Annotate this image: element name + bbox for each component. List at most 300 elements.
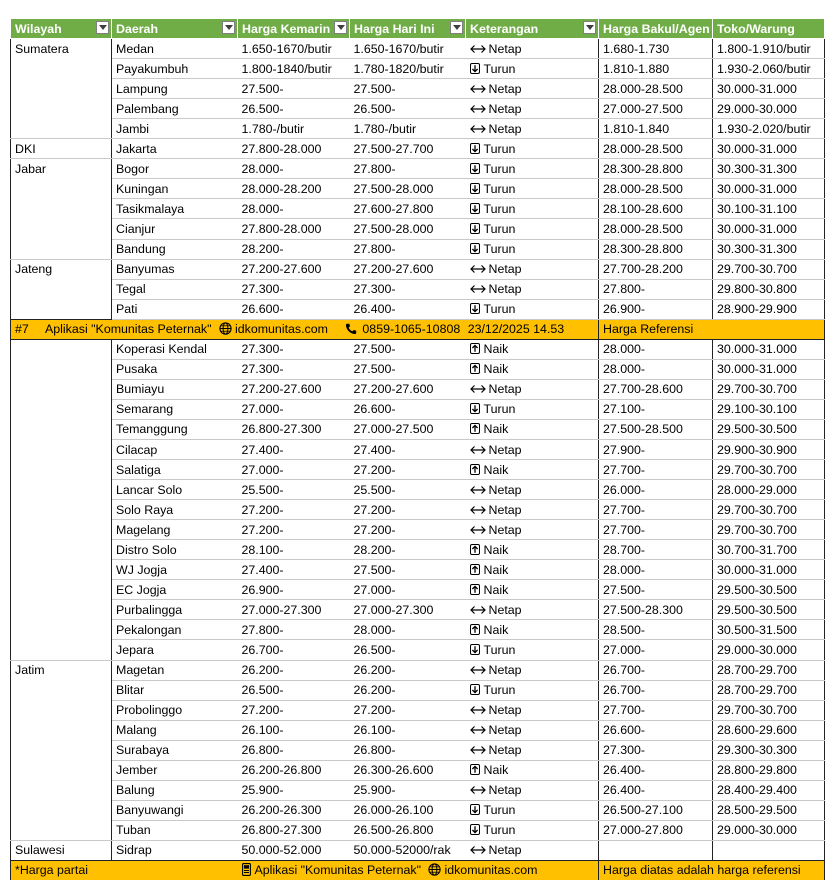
- price-yesterday-cell[interactable]: 26.800-: [238, 740, 350, 760]
- agent-price-cell[interactable]: 27.800-: [599, 279, 713, 299]
- region-cell[interactable]: [11, 279, 112, 299]
- agent-price-cell[interactable]: 28.000-: [599, 359, 713, 379]
- status-cell[interactable]: [466, 580, 599, 600]
- price-today-cell[interactable]: 27.300-: [350, 279, 466, 299]
- price-yesterday-cell[interactable]: 26.600-: [238, 299, 350, 319]
- price-today-cell[interactable]: 27.000-27.500: [350, 419, 466, 439]
- price-today-cell[interactable]: 27.200-: [350, 700, 466, 720]
- price-yesterday-cell[interactable]: 27.800-28.000: [238, 219, 350, 239]
- status-cell[interactable]: [466, 279, 599, 299]
- price-today-cell[interactable]: 26.500-: [350, 640, 466, 660]
- status-cell[interactable]: [466, 540, 599, 560]
- region-cell[interactable]: Jateng: [11, 259, 112, 279]
- area-cell[interactable]: Surabaya: [112, 740, 238, 760]
- filter-dropdown-icon[interactable]: [583, 21, 596, 34]
- region-cell[interactable]: [11, 359, 112, 379]
- region-cell[interactable]: [11, 119, 112, 139]
- status-cell[interactable]: [466, 219, 599, 239]
- region-cell[interactable]: [11, 820, 112, 840]
- price-today-cell[interactable]: 27.200-: [350, 500, 466, 520]
- shop-price-cell[interactable]: 29.300-30.300: [713, 740, 825, 760]
- status-cell[interactable]: [466, 600, 599, 620]
- status-cell[interactable]: [466, 299, 599, 319]
- price-yesterday-cell[interactable]: 26.800-27.300: [238, 419, 350, 439]
- shop-price-cell[interactable]: 28.700-29.700: [713, 660, 825, 680]
- area-cell[interactable]: Medan: [112, 39, 238, 59]
- price-today-cell[interactable]: 27.500-27.700: [350, 139, 466, 159]
- agent-price-cell[interactable]: 26.400-: [599, 780, 713, 800]
- region-cell[interactable]: [11, 379, 112, 399]
- price-yesterday-cell[interactable]: 27.200-: [238, 520, 350, 540]
- agent-price-cell[interactable]: 27.000-27.500: [599, 99, 713, 119]
- shop-price-cell[interactable]: 28.800-29.800: [713, 760, 825, 780]
- area-cell[interactable]: Purbalingga: [112, 600, 238, 620]
- price-today-cell[interactable]: 26.200-: [350, 680, 466, 700]
- area-cell[interactable]: Jakarta: [112, 139, 238, 159]
- area-cell[interactable]: Cianjur: [112, 219, 238, 239]
- shop-price-cell[interactable]: 1.800-1.910/butir: [713, 39, 825, 59]
- status-cell[interactable]: [466, 79, 599, 99]
- price-today-cell[interactable]: 25.500-: [350, 480, 466, 500]
- price-yesterday-cell[interactable]: 27.800-: [238, 620, 350, 640]
- agent-price-cell[interactable]: 26.600-: [599, 720, 713, 740]
- price-today-cell[interactable]: 26.200-: [350, 660, 466, 680]
- agent-price-cell[interactable]: 27.100-: [599, 399, 713, 419]
- status-cell[interactable]: [466, 800, 599, 820]
- price-today-cell[interactable]: 28.200-: [350, 540, 466, 560]
- price-today-cell[interactable]: 27.200-27.600: [350, 379, 466, 399]
- region-cell[interactable]: [11, 800, 112, 820]
- status-cell[interactable]: [466, 399, 599, 419]
- agent-price-cell[interactable]: 28.000-28.500: [599, 219, 713, 239]
- price-today-cell[interactable]: 27.200-: [350, 520, 466, 540]
- agent-price-cell[interactable]: [599, 840, 713, 860]
- status-cell[interactable]: [466, 119, 599, 139]
- area-cell[interactable]: Pusaka: [112, 359, 238, 379]
- area-cell[interactable]: Payakumbuh: [112, 59, 238, 79]
- status-cell[interactable]: [466, 339, 599, 359]
- price-today-cell[interactable]: 27.500-28.000: [350, 179, 466, 199]
- area-cell[interactable]: Solo Raya: [112, 500, 238, 520]
- agent-price-cell[interactable]: 28.000-: [599, 339, 713, 359]
- price-yesterday-cell[interactable]: 26.700-: [238, 640, 350, 660]
- agent-price-cell[interactable]: 27.300-: [599, 740, 713, 760]
- agent-price-cell[interactable]: 27.500-28.500: [599, 419, 713, 439]
- region-cell[interactable]: [11, 580, 112, 600]
- price-yesterday-cell[interactable]: 27.800-28.000: [238, 139, 350, 159]
- status-cell[interactable]: [466, 439, 599, 459]
- area-cell[interactable]: Banyumas: [112, 259, 238, 279]
- region-cell[interactable]: [11, 219, 112, 239]
- price-today-cell[interactable]: 26.500-: [350, 99, 466, 119]
- agent-price-cell[interactable]: 28.300-28.800: [599, 239, 713, 259]
- shop-price-cell[interactable]: 30.300-31.300: [713, 159, 825, 179]
- agent-price-cell[interactable]: 27.500-: [599, 580, 713, 600]
- status-cell[interactable]: [466, 159, 599, 179]
- price-yesterday-cell[interactable]: 26.200-26.800: [238, 760, 350, 780]
- status-cell[interactable]: [466, 139, 599, 159]
- area-cell[interactable]: Jepara: [112, 640, 238, 660]
- agent-price-cell[interactable]: 27.700-: [599, 500, 713, 520]
- area-cell[interactable]: Jember: [112, 760, 238, 780]
- agent-price-cell[interactable]: 27.700-28.200: [599, 259, 713, 279]
- price-today-cell[interactable]: 26.100-: [350, 720, 466, 740]
- agent-price-cell[interactable]: 1.810-1.840: [599, 119, 713, 139]
- shop-price-cell[interactable]: 29.000-30.000: [713, 640, 825, 660]
- area-cell[interactable]: Blitar: [112, 680, 238, 700]
- area-cell[interactable]: Bumiayu: [112, 379, 238, 399]
- agent-price-cell[interactable]: 27.500-28.300: [599, 600, 713, 620]
- status-cell[interactable]: [466, 480, 599, 500]
- status-cell[interactable]: [466, 179, 599, 199]
- region-cell[interactable]: [11, 239, 112, 259]
- area-cell[interactable]: Sidrap: [112, 840, 238, 860]
- agent-price-cell[interactable]: 27.700-: [599, 460, 713, 480]
- price-yesterday-cell[interactable]: 27.300-: [238, 359, 350, 379]
- area-cell[interactable]: Banyuwangi: [112, 800, 238, 820]
- price-yesterday-cell[interactable]: 28.100-: [238, 540, 350, 560]
- steady-arrows-icon: [470, 845, 486, 855]
- price-yesterday-cell[interactable]: 28.000-28.200: [238, 179, 350, 199]
- status-cell[interactable]: [466, 239, 599, 259]
- price-yesterday-cell[interactable]: 27.000-27.300: [238, 600, 350, 620]
- price-today-cell[interactable]: 27.000-: [350, 580, 466, 600]
- price-yesterday-cell[interactable]: 1.800-1840/butir: [238, 59, 350, 79]
- shop-price-cell[interactable]: 29.700-30.700: [713, 520, 825, 540]
- price-today-cell[interactable]: 27.400-: [350, 439, 466, 459]
- region-cell[interactable]: [11, 720, 112, 740]
- price-yesterday-cell[interactable]: 27.200-: [238, 500, 350, 520]
- price-today-cell[interactable]: 25.900-: [350, 780, 466, 800]
- price-today-cell[interactable]: 27.600-27.800: [350, 199, 466, 219]
- price-today-cell[interactable]: 26.800-: [350, 740, 466, 760]
- area-cell[interactable]: Pati: [112, 299, 238, 319]
- shop-price-cell[interactable]: 30.000-31.000: [713, 359, 825, 379]
- price-yesterday-cell[interactable]: 27.200-27.600: [238, 259, 350, 279]
- region-cell[interactable]: [11, 179, 112, 199]
- price-yesterday-cell[interactable]: 25.900-: [238, 780, 350, 800]
- status-cell[interactable]: [466, 59, 599, 79]
- price-yesterday-cell[interactable]: 26.500-: [238, 680, 350, 700]
- agent-price-cell[interactable]: 28.700-: [599, 540, 713, 560]
- shop-price-cell[interactable]: 29.100-30.100: [713, 399, 825, 419]
- shop-price-cell[interactable]: 30.000-31.000: [713, 179, 825, 199]
- shop-price-cell[interactable]: 30.300-31.300: [713, 239, 825, 259]
- status-cell[interactable]: [466, 740, 599, 760]
- filter-dropdown-icon[interactable]: [334, 21, 347, 34]
- shop-price-cell[interactable]: [713, 840, 825, 860]
- status-label: Netap: [488, 602, 522, 617]
- shop-price-cell[interactable]: 29.900-30.900: [713, 439, 825, 459]
- agent-price-cell[interactable]: 27.700-: [599, 700, 713, 720]
- region-cell[interactable]: [11, 439, 112, 459]
- price-today-cell[interactable]: 27.800-: [350, 239, 466, 259]
- agent-price-cell[interactable]: 26.000-: [599, 480, 713, 500]
- price-today-cell[interactable]: 27.500-28.000: [350, 219, 466, 239]
- agent-price-cell[interactable]: 28.000-28.500: [599, 179, 713, 199]
- region-cell[interactable]: [11, 620, 112, 640]
- price-yesterday-cell[interactable]: 27.500-: [238, 79, 350, 99]
- shop-price-cell[interactable]: 29.000-30.000: [713, 99, 825, 119]
- status-cell[interactable]: [466, 259, 599, 279]
- price-yesterday-cell[interactable]: 1.780-/butir: [238, 119, 350, 139]
- status-cell[interactable]: [466, 780, 599, 800]
- region-cell[interactable]: DKI: [11, 139, 112, 159]
- region-cell[interactable]: [11, 480, 112, 500]
- status-cell[interactable]: [466, 660, 599, 680]
- area-cell[interactable]: Tegal: [112, 279, 238, 299]
- shop-price-cell[interactable]: 30.000-31.000: [713, 219, 825, 239]
- status-cell[interactable]: [466, 379, 599, 399]
- area-cell[interactable]: Bogor: [112, 159, 238, 179]
- filter-dropdown-icon[interactable]: [222, 21, 235, 34]
- price-today-cell[interactable]: 26.400-: [350, 299, 466, 319]
- agent-price-cell[interactable]: 27.000-27.800: [599, 820, 713, 840]
- agent-price-cell[interactable]: 27.900-: [599, 439, 713, 459]
- region-cell[interactable]: Jabar: [11, 159, 112, 179]
- agent-price-cell[interactable]: 28.100-28.600: [599, 199, 713, 219]
- region-cell[interactable]: [11, 740, 112, 760]
- shop-price-cell[interactable]: 29.800-30.800: [713, 279, 825, 299]
- status-cell[interactable]: [466, 359, 599, 379]
- region-cell[interactable]: Sumatera: [11, 39, 112, 59]
- region-cell[interactable]: [11, 640, 112, 660]
- status-cell[interactable]: [466, 39, 599, 59]
- shop-price-cell[interactable]: 29.500-30.500: [713, 580, 825, 600]
- shop-price-cell[interactable]: 29.700-30.700: [713, 700, 825, 720]
- col-header-toko-warung[interactable]: Toko/Warung: [713, 19, 825, 39]
- status-cell[interactable]: [466, 199, 599, 219]
- area-cell[interactable]: Salatiga: [112, 460, 238, 480]
- agent-price-cell[interactable]: 28.000-28.500: [599, 139, 713, 159]
- agent-price-cell[interactable]: 28.000-28.500: [599, 79, 713, 99]
- area-cell[interactable]: Koperasi Kendal: [112, 339, 238, 359]
- area-cell[interactable]: Cilacap: [112, 439, 238, 459]
- status-cell[interactable]: [466, 640, 599, 660]
- region-cell[interactable]: [11, 520, 112, 540]
- region-cell[interactable]: [11, 199, 112, 219]
- region-cell[interactable]: [11, 760, 112, 780]
- price-yesterday-cell[interactable]: 27.000-: [238, 460, 350, 480]
- region-cell[interactable]: [11, 419, 112, 439]
- area-cell[interactable]: Balung: [112, 780, 238, 800]
- price-yesterday-cell[interactable]: 27.400-: [238, 560, 350, 580]
- area-cell[interactable]: Probolinggo: [112, 700, 238, 720]
- down-arrow-icon: [470, 143, 480, 154]
- area-cell[interactable]: Malang: [112, 720, 238, 740]
- shop-price-cell[interactable]: 28.600-29.600: [713, 720, 825, 740]
- shop-price-cell[interactable]: 29.700-30.700: [713, 460, 825, 480]
- price-yesterday-cell[interactable]: 27.200-: [238, 700, 350, 720]
- agent-price-cell[interactable]: 27.700-28.600: [599, 379, 713, 399]
- region-cell[interactable]: Jatim: [11, 660, 112, 680]
- status-cell[interactable]: [466, 500, 599, 520]
- region-cell[interactable]: [11, 560, 112, 580]
- info-band-cell[interactable]: [11, 319, 599, 339]
- status-cell[interactable]: [466, 840, 599, 860]
- region-cell[interactable]: [11, 460, 112, 480]
- price-yesterday-cell[interactable]: 25.500-: [238, 480, 350, 500]
- shop-price-cell[interactable]: 29.700-30.700: [713, 500, 825, 520]
- status-cell[interactable]: [466, 700, 599, 720]
- price-today-cell[interactable]: 26.500-26.800: [350, 820, 466, 840]
- region-cell[interactable]: [11, 780, 112, 800]
- price-today-cell[interactable]: 1.780-1820/butir: [350, 59, 466, 79]
- shop-price-cell[interactable]: 28.500-29.500: [713, 800, 825, 820]
- region-cell[interactable]: [11, 59, 112, 79]
- area-cell[interactable]: Kuningan: [112, 179, 238, 199]
- price-today-cell[interactable]: 50.000-52000/rak: [350, 840, 466, 860]
- area-cell[interactable]: Jambi: [112, 119, 238, 139]
- region-cell[interactable]: Sulawesi: [11, 840, 112, 860]
- shop-price-cell[interactable]: 1.930-2.060/butir: [713, 59, 825, 79]
- area-cell[interactable]: Tasikmalaya: [112, 199, 238, 219]
- shop-price-cell[interactable]: 30.100-31.100: [713, 199, 825, 219]
- price-today-cell[interactable]: 27.500-: [350, 359, 466, 379]
- region-cell[interactable]: [11, 500, 112, 520]
- shop-price-cell[interactable]: 29.000-30.000: [713, 820, 825, 840]
- price-yesterday-cell[interactable]: 27.000-: [238, 399, 350, 419]
- price-yesterday-cell[interactable]: 26.200-26.300: [238, 800, 350, 820]
- area-cell[interactable]: Lancar Solo: [112, 480, 238, 500]
- col-header-wilayah[interactable]: Wilayah: [11, 19, 112, 39]
- price-yesterday-cell[interactable]: 1.650-1670/butir: [238, 39, 350, 59]
- price-today-cell[interactable]: 27.200-27.600: [350, 259, 466, 279]
- shop-price-cell[interactable]: 30.000-31.000: [713, 139, 825, 159]
- region-cell[interactable]: [11, 99, 112, 119]
- shop-price-cell[interactable]: 30.000-31.000: [713, 339, 825, 359]
- agent-price-cell[interactable]: 26.700-: [599, 680, 713, 700]
- price-yesterday-cell[interactable]: 28.200-: [238, 239, 350, 259]
- agent-price-cell[interactable]: 28.300-28.800: [599, 159, 713, 179]
- area-cell[interactable]: Palembang: [112, 99, 238, 119]
- agent-price-cell[interactable]: 26.900-: [599, 299, 713, 319]
- status-cell[interactable]: [466, 99, 599, 119]
- price-yesterday-cell[interactable]: 26.900-: [238, 580, 350, 600]
- price-yesterday-cell[interactable]: 28.000-: [238, 199, 350, 219]
- status-cell[interactable]: [466, 760, 599, 780]
- col-header-harga-bakul-agen[interactable]: Harga Bakul/Agen: [599, 19, 713, 39]
- agent-price-cell[interactable]: 27.000-: [599, 640, 713, 660]
- status-cell[interactable]: [466, 680, 599, 700]
- price-today-cell[interactable]: 27.000-27.300: [350, 600, 466, 620]
- status-cell[interactable]: [466, 560, 599, 580]
- status-cell[interactable]: [466, 820, 599, 840]
- agent-price-cell[interactable]: 28.500-: [599, 620, 713, 640]
- price-yesterday-cell[interactable]: 26.500-: [238, 99, 350, 119]
- col-header-harga-hari-ini[interactable]: Harga Hari Ini: [350, 19, 466, 39]
- col-header-daerah[interactable]: Daerah: [112, 19, 238, 39]
- agent-price-cell[interactable]: 26.700-: [599, 660, 713, 680]
- shop-price-cell[interactable]: 30.500-31.500: [713, 620, 825, 640]
- status-cell[interactable]: [466, 620, 599, 640]
- price-yesterday-cell[interactable]: 50.000-52.000: [238, 840, 350, 860]
- col-header-keterangan[interactable]: Keterangan: [466, 19, 599, 39]
- price-today-cell[interactable]: 27.500-: [350, 560, 466, 580]
- shop-price-cell[interactable]: 28.000-29.000: [713, 480, 825, 500]
- table-row: [11, 460, 825, 480]
- price-today-cell[interactable]: 27.500-: [350, 79, 466, 99]
- shop-price-cell[interactable]: 29.500-30.500: [713, 600, 825, 620]
- price-yesterday-cell[interactable]: 28.000-: [238, 159, 350, 179]
- filter-dropdown-icon[interactable]: [450, 21, 463, 34]
- price-today-cell[interactable]: 27.800-: [350, 159, 466, 179]
- shop-price-cell[interactable]: 29.500-30.500: [713, 419, 825, 439]
- area-cell[interactable]: Distro Solo: [112, 540, 238, 560]
- shop-price-cell[interactable]: 28.700-29.700: [713, 680, 825, 700]
- price-today-cell[interactable]: 1.780-/butir: [350, 119, 466, 139]
- price-yesterday-cell[interactable]: 26.100-: [238, 720, 350, 740]
- price-today-cell[interactable]: 28.000-: [350, 620, 466, 640]
- agent-price-cell[interactable]: 1.680-1.730: [599, 39, 713, 59]
- shop-price-cell[interactable]: 28.900-29.900: [713, 299, 825, 319]
- area-cell[interactable]: Semarang: [112, 399, 238, 419]
- shop-price-cell[interactable]: 30.000-31.000: [713, 79, 825, 99]
- price-today-cell[interactable]: 26.600-: [350, 399, 466, 419]
- area-cell[interactable]: Magelang: [112, 520, 238, 540]
- region-cell[interactable]: [11, 540, 112, 560]
- area-cell[interactable]: Temanggung: [112, 419, 238, 439]
- price-yesterday-cell[interactable]: 27.200-27.600: [238, 379, 350, 399]
- price-yesterday-cell[interactable]: 26.200-: [238, 660, 350, 680]
- price-today-cell[interactable]: 1.650-1670/butir: [350, 39, 466, 59]
- area-cell[interactable]: Pekalongan: [112, 620, 238, 640]
- status-cell[interactable]: [466, 460, 599, 480]
- price-today-cell[interactable]: 26.300-26.600: [350, 760, 466, 780]
- region-cell[interactable]: [11, 680, 112, 700]
- agent-price-cell[interactable]: 28.000-: [599, 560, 713, 580]
- region-cell[interactable]: [11, 299, 112, 319]
- price-today-cell[interactable]: 27.500-: [350, 339, 466, 359]
- area-cell[interactable]: Lampung: [112, 79, 238, 99]
- footer-app-cell[interactable]: [238, 860, 599, 880]
- status-cell[interactable]: [466, 419, 599, 439]
- price-yesterday-cell[interactable]: 27.300-: [238, 279, 350, 299]
- region-cell[interactable]: [11, 399, 112, 419]
- price-yesterday-cell[interactable]: 27.400-: [238, 439, 350, 459]
- area-cell[interactable]: WJ Jogja: [112, 560, 238, 580]
- col-header-harga-kemarin[interactable]: Harga Kemarin: [238, 19, 350, 39]
- area-cell[interactable]: EC Jogja: [112, 580, 238, 600]
- table-row: [11, 419, 825, 439]
- price-yesterday-cell[interactable]: 27.300-: [238, 339, 350, 359]
- price-today-cell[interactable]: 26.000-26.100: [350, 800, 466, 820]
- status-cell[interactable]: [466, 720, 599, 740]
- area-cell[interactable]: Magetan: [112, 660, 238, 680]
- shop-price-cell[interactable]: 30.700-31.700: [713, 540, 825, 560]
- region-cell[interactable]: [11, 600, 112, 620]
- region-cell[interactable]: [11, 79, 112, 99]
- region-cell[interactable]: [11, 700, 112, 720]
- agent-price-cell[interactable]: 26.500-27.100: [599, 800, 713, 820]
- region-cell[interactable]: [11, 339, 112, 359]
- agent-price-cell[interactable]: 1.810-1.880: [599, 59, 713, 79]
- area-cell[interactable]: Bandung: [112, 239, 238, 259]
- filter-dropdown-icon[interactable]: [96, 21, 109, 34]
- shop-price-cell[interactable]: 29.700-30.700: [713, 259, 825, 279]
- agent-price-cell[interactable]: 27.700-: [599, 520, 713, 540]
- shop-price-cell[interactable]: 29.700-30.700: [713, 379, 825, 399]
- price-yesterday-cell[interactable]: 26.800-27.300: [238, 820, 350, 840]
- status-cell[interactable]: [466, 520, 599, 540]
- price-today-cell[interactable]: 27.200-: [350, 460, 466, 480]
- agent-price-cell[interactable]: 26.400-: [599, 760, 713, 780]
- area-cell[interactable]: Tuban: [112, 820, 238, 840]
- status-label: Turun: [483, 141, 516, 156]
- shop-price-cell[interactable]: 1.930-2.020/butir: [713, 119, 825, 139]
- shop-price-cell[interactable]: 28.400-29.400: [713, 780, 825, 800]
- shop-price-cell[interactable]: 30.000-31.000: [713, 560, 825, 580]
